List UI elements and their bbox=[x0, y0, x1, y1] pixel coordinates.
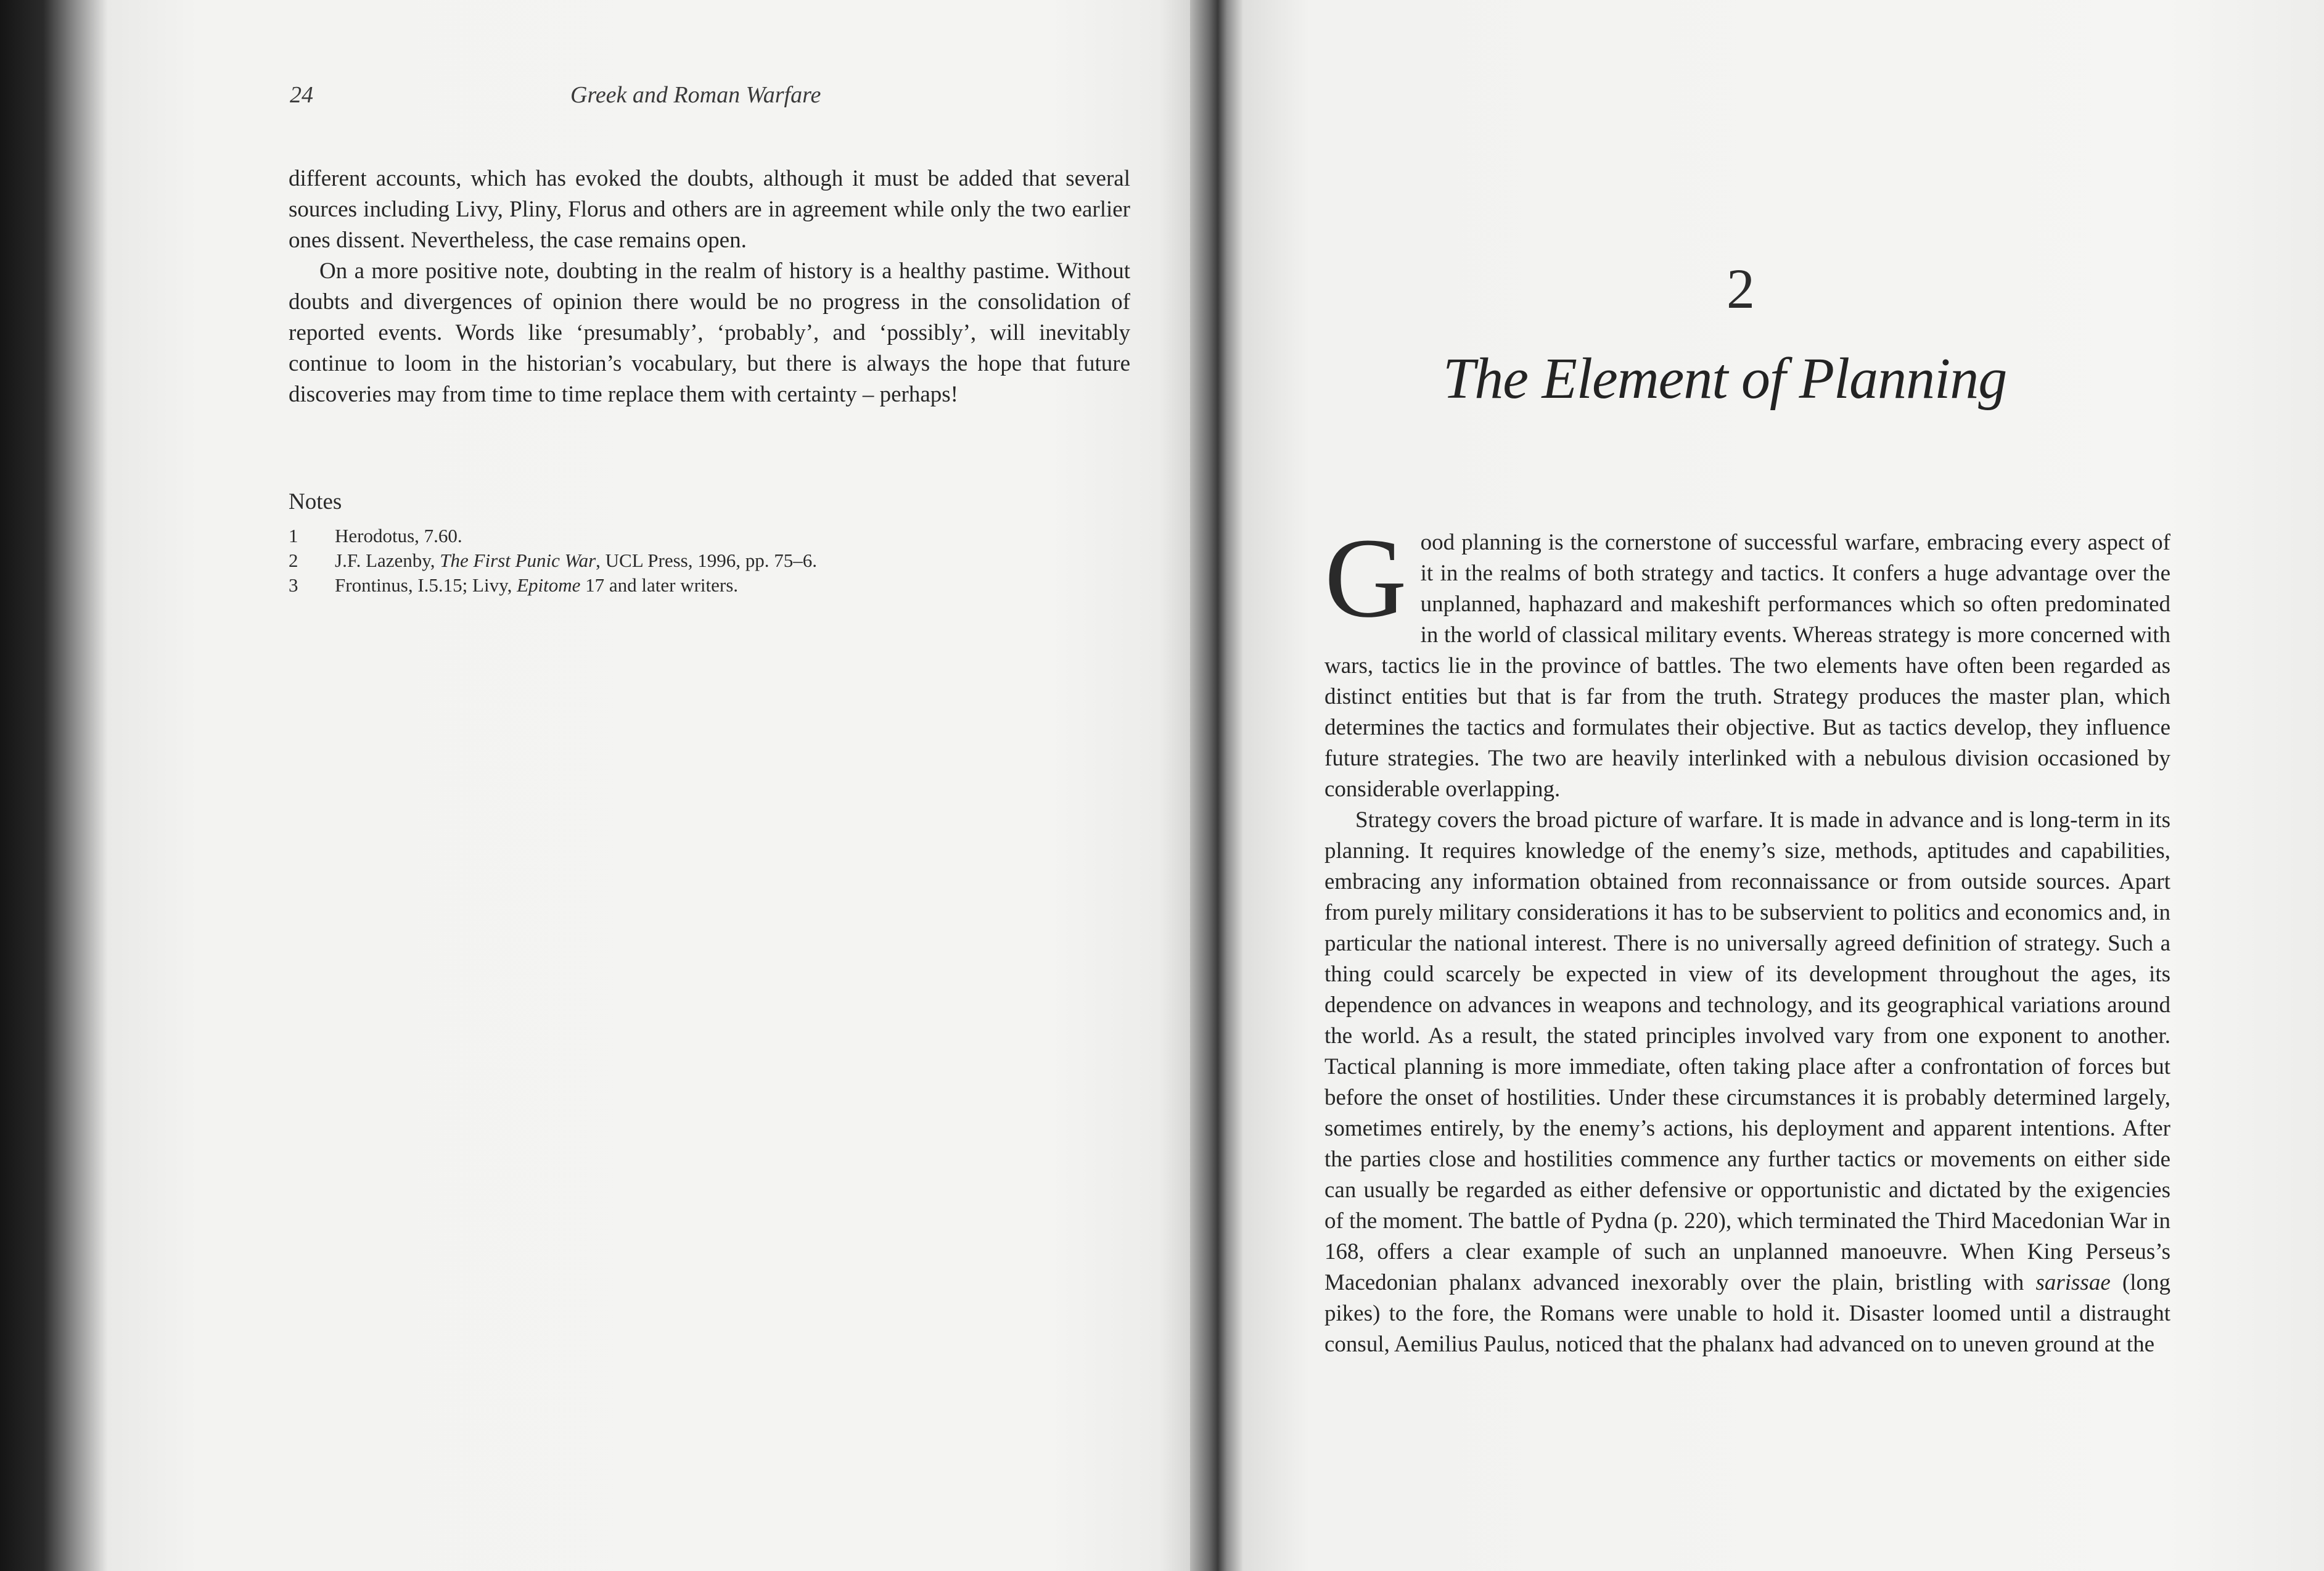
left-body-text bbox=[289, 163, 1130, 410]
note-number: 3 bbox=[289, 574, 298, 596]
right-page bbox=[1242, 0, 2324, 1571]
chapter-title: The Element of Planning bbox=[1443, 347, 2007, 411]
show-through-text bbox=[1310, 160, 1927, 506]
note-item bbox=[289, 548, 1029, 573]
paragraph: On a more positive note, doubting in the realm of history is a healthy pastime. Without doubts and divergences of opinion there would be no progress in the consolidation of reported events. Words like ‘presumably’, ‘probably’, and ‘possibly’, will inevitably continue to loom in the historian’s vocabulary, but there is always the hope that future discoveries may from time to time replace them with certainty – perhaps! bbox=[289, 258, 1130, 407]
note-text: Frontinus, I.5.15; Livy, Epitome 17 and later writers. bbox=[335, 574, 739, 596]
note-item bbox=[289, 573, 1029, 598]
note-number: 2 bbox=[289, 550, 298, 571]
running-head: Greek and Roman Warfare bbox=[570, 82, 821, 108]
drop-cap: G bbox=[1324, 515, 1407, 641]
note-text: J.F. Lazenby, The First Punic War, UCL Press, 1996, pp. 75–6. bbox=[335, 550, 817, 571]
notes-section bbox=[289, 489, 1029, 598]
note-text: Herodotus, 7.60. bbox=[335, 525, 462, 546]
paragraph: Good planning is the cornerstone of successful warfare, embracing every aspect of it in the realms of both strategy and tactics. It confers a huge advantage over the unplanned, haphazard and makeshift performances which so often predominated in the world of classical military events. Whereas strategy is more concerned with wars, tactics lie in the province of battles. The two elements have often been regarded as distinct entities but that is far from the truth. Strategy produces the master plan, which determines the tactics and formulates their objective. But as tactics develop, they influence future strategies. The two are heavily interlinked with a nebulous division occasioned by considerable overlapping. bbox=[1324, 515, 2170, 802]
book-gutter bbox=[1190, 0, 1242, 1571]
notes-heading: Notes bbox=[289, 489, 342, 514]
note-item bbox=[289, 524, 1029, 548]
chapter-number: 2 bbox=[1727, 257, 1755, 320]
paragraph: Strategy covers the broad picture of warfare. It is made in advance and is long-term in its planning. It requires knowledge of the enemy’s size, methods, aptitudes and capabilities, embracing any information obtained from reconnaissance or from outside sources. Apart from purely military considerations it has to be subservient to politics and economics and, in particular the national interest. There is no universally agreed definition of strategy. Such a thing could scarcely be expected in view of its development throughout the ages, its dependence on advances in weapons and technology, and its geographical variations around the world. As a result, the stated principles involved vary from one exponent to another. Tactical planning is more immediate, often taking place after a confrontation of forces but before the onset of hostilities. Under these circumstances it is probably determined largely, sometimes entirely, by the enemy’s actions, his deployment and apparent intentions. After the parties close and hostilities commence any further tactics or movements on either side can usually be regarded as either defensive or opportunistic and dictated by the exigencies of the moment. The battle of Pydna (p. 220), which terminated the Third Macedonian War in 168, offers a clear example of such an unplanned manoeuvre. When King Perseus’s Macedonian phalanx advanced inexorably over the plain, bristling with sarissae (long pikes) to the fore, the Romans were unable to hold it. Disaster loomed until a distraught consul, Aemilius Paulus, noticed that the phalanx had advanced on to uneven ground at the bbox=[1324, 807, 2170, 1357]
right-body-text bbox=[1324, 515, 2170, 1360]
show-through-text bbox=[290, 728, 1131, 1468]
page-number: 24 bbox=[290, 82, 313, 108]
paragraph: different accounts, which has evoked the doubts, although it must be added that several sources including Livy, Pliny, Florus and others are in agreement while only the two earlier ones dissent. Nevertheless, the case remains open. bbox=[289, 166, 1130, 253]
note-number: 1 bbox=[289, 525, 298, 546]
